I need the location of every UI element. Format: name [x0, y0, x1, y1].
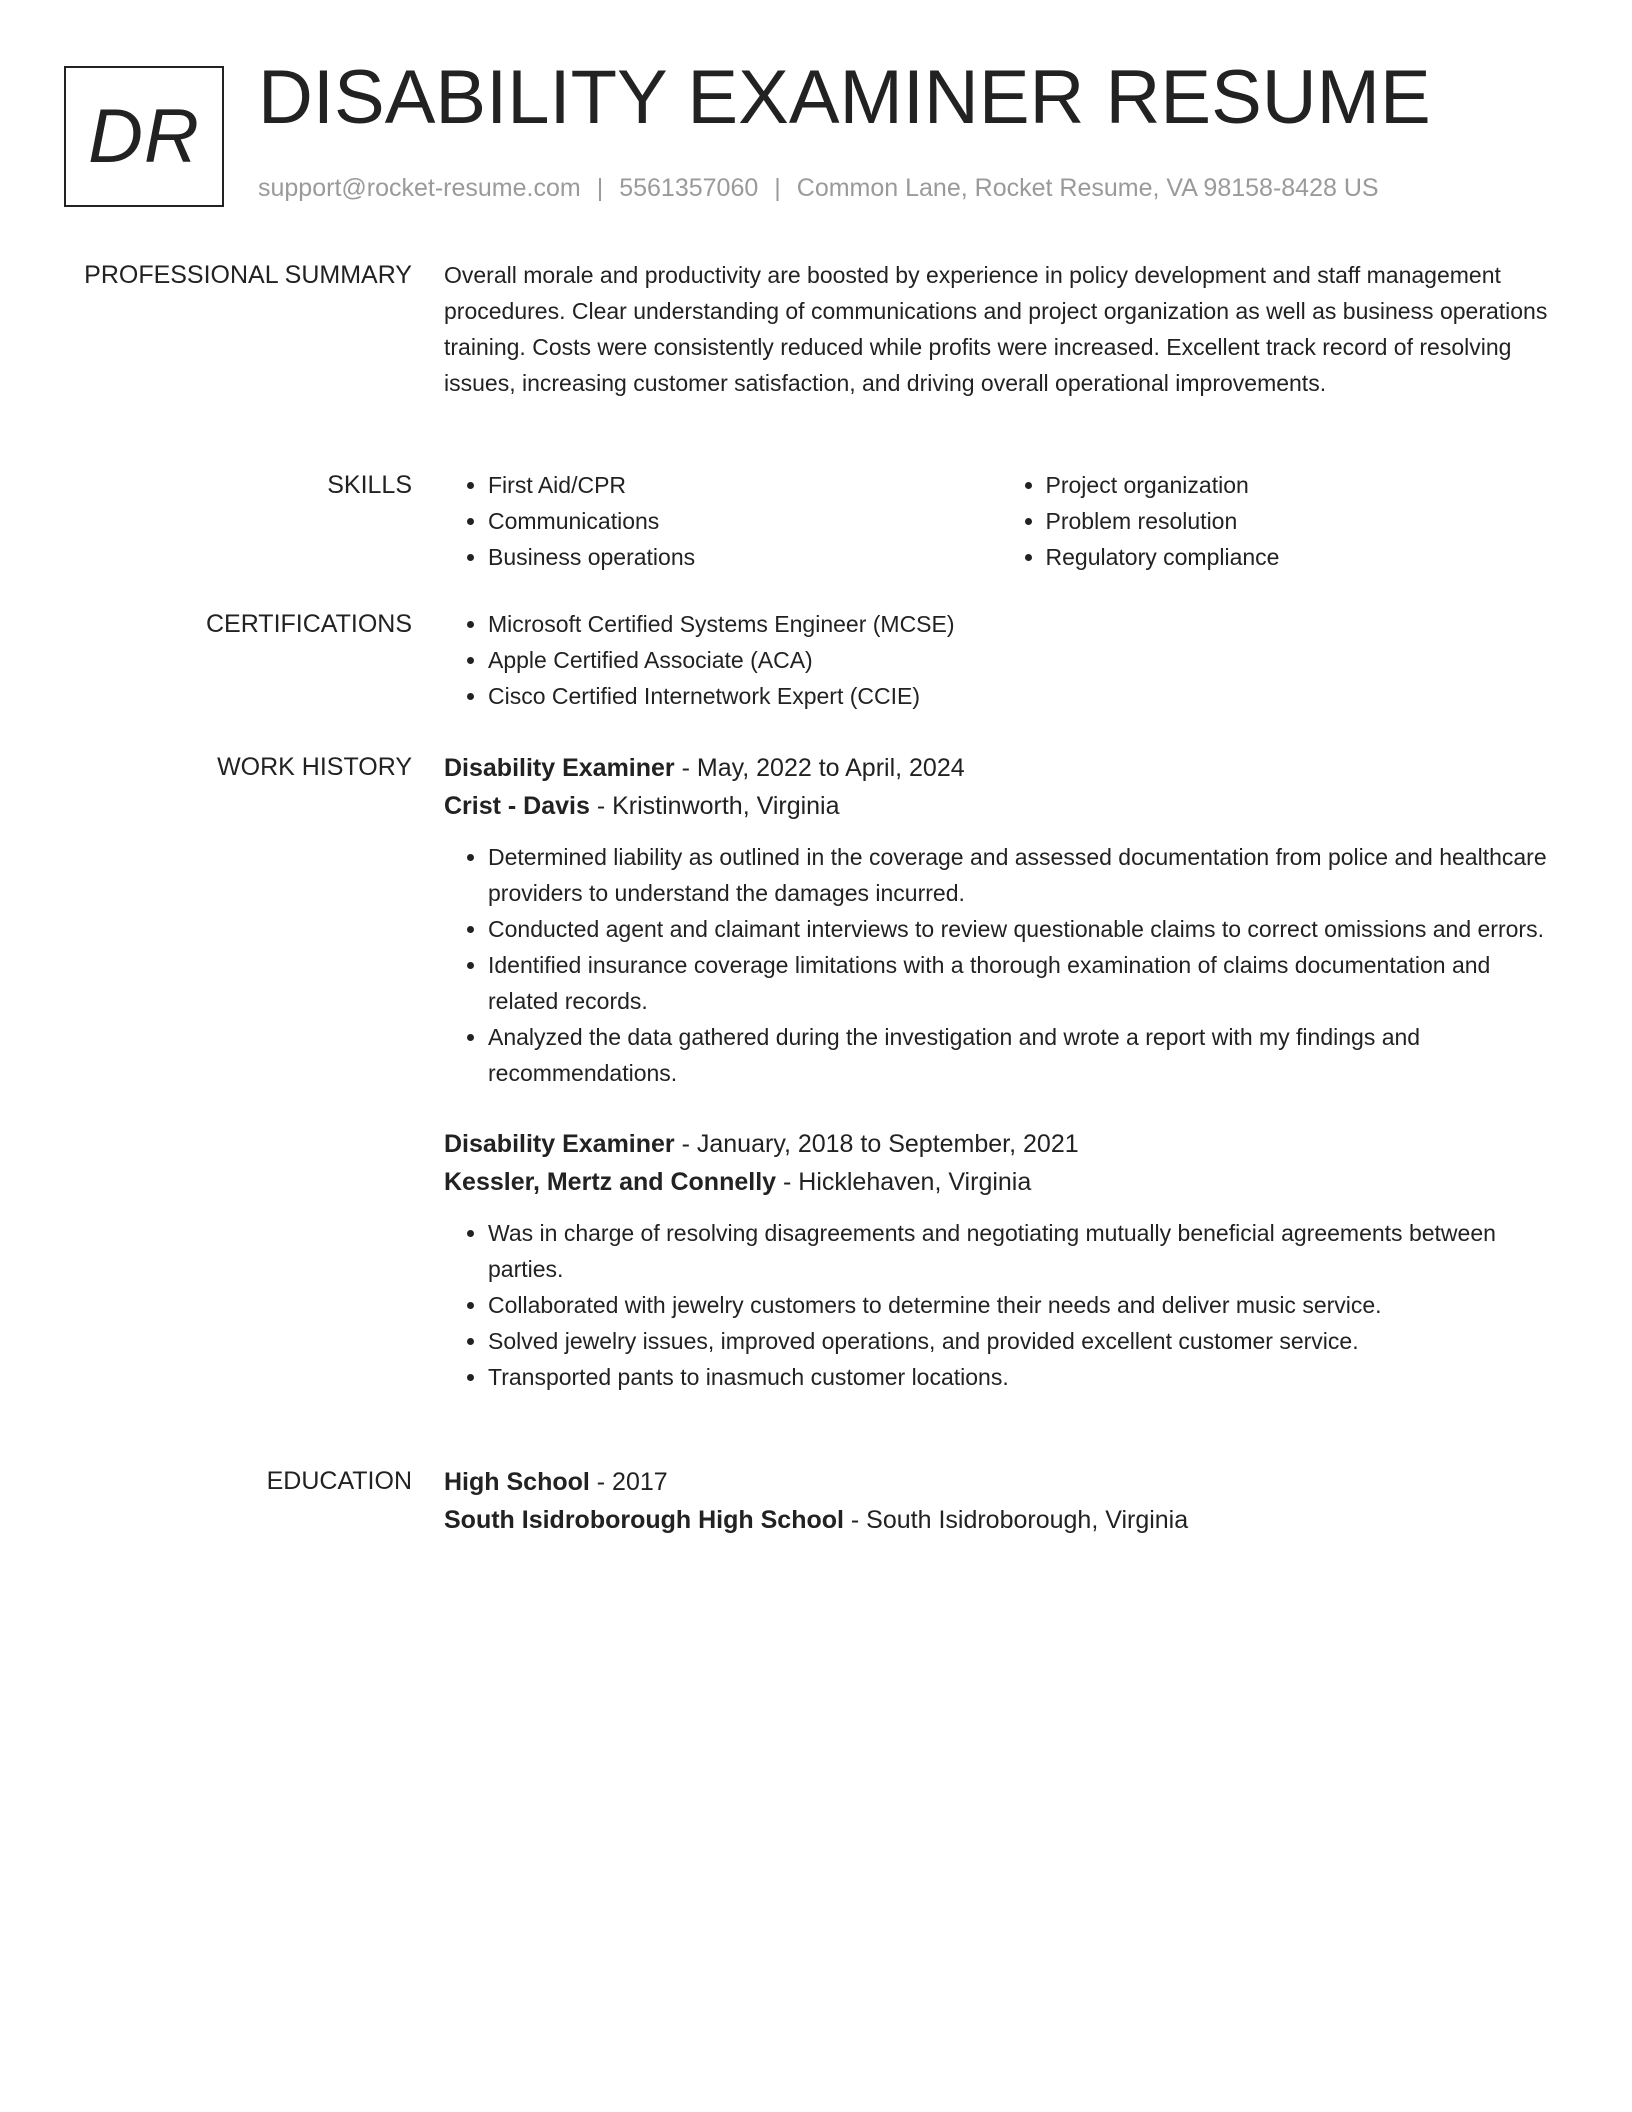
summary-body	[444, 257, 1559, 401]
certification-item: • Apple Certified Associate (ACA)	[488, 642, 1559, 678]
education-school-line	[444, 1501, 1559, 1539]
job-bullet: • Analyzed the data gathered during the investigation and wrote a report with my findings and recommendations.	[488, 1019, 1559, 1091]
section-label-skills: SKILLS	[327, 471, 412, 499]
certifications-body	[444, 606, 1559, 714]
education-degree-line	[444, 1463, 1559, 1501]
summary-text: Overall morale and productivity are boosted by experience in policy development and staff management procedures. Clear understanding of communications and project organization as well as business operations training. Costs were consistently reduced while profits were increased. Excellent track record of resolving issues, increasing customer satisfaction, and driving overall operational improvements.	[444, 262, 1548, 396]
monogram-box	[64, 66, 224, 207]
job-bullet: • Collaborated with jewelry customers to determine their needs and deliver music service.	[488, 1287, 1559, 1323]
certification-item: • Microsoft Certified Systems Engineer (MCSE)	[488, 606, 1559, 642]
job-bullets	[444, 839, 1559, 1091]
job-bullet: • Conducted agent and claimant interviews to review questionable claims to correct omissions and errors.	[488, 911, 1559, 947]
job-title: Disability Examiner	[444, 1130, 675, 1158]
monogram-initials: DR	[88, 94, 200, 179]
skills-list-right	[1002, 467, 1560, 575]
job-bullet: • Determined liability as outlined in the coverage and assessed documentation from police and healthcare providers to understand the damages incurred.	[488, 839, 1559, 911]
skill-item: • Business operations	[488, 539, 1002, 575]
job-title-line	[444, 749, 1559, 787]
certification-item: • Cisco Certified Internetwork Expert (CCIE)	[488, 678, 1559, 714]
job-entry	[444, 1125, 1559, 1395]
job-bullet: • Identified insurance coverage limitations with a thorough examination of claims documentation and related records.	[488, 947, 1559, 1019]
certifications-list	[444, 606, 1559, 714]
education-year: - 2017	[589, 1468, 668, 1496]
job-title-line	[444, 1125, 1559, 1163]
skill-item: • First Aid/CPR	[488, 467, 1002, 503]
education-body	[444, 1463, 1559, 1539]
contact-line	[258, 174, 1379, 203]
skill-item: • Problem resolution	[1046, 503, 1560, 539]
skills-list-left	[444, 467, 1002, 575]
job-company-line	[444, 1163, 1559, 1201]
education-location: - South Isidroborough, Virginia	[843, 1506, 1189, 1534]
job-title: Disability Examiner	[444, 754, 675, 782]
contact-separator: |	[596, 174, 604, 202]
contact-address: Common Lane, Rocket Resume, VA 98158-8428 US	[796, 174, 1379, 202]
job-company-line	[444, 787, 1559, 825]
job-dates: - May, 2022 to April, 2024	[674, 754, 965, 782]
education-school: South Isidroborough High School	[444, 1506, 844, 1534]
job-bullet: • Transported pants to inasmuch customer locations.	[488, 1359, 1559, 1395]
job-dates: - January, 2018 to September, 2021	[674, 1130, 1079, 1158]
education-degree: High School	[444, 1468, 590, 1496]
section-label-certifications: CERTIFICATIONS	[205, 610, 412, 638]
job-company: Kessler, Mertz and Connelly	[444, 1168, 777, 1196]
resume-title: DISABILITY EXAMINER RESUME	[258, 55, 1431, 140]
skill-item: • Communications	[488, 503, 1002, 539]
section-label-work-history: WORK HISTORY	[217, 753, 412, 781]
skill-item: • Project organization	[1046, 467, 1560, 503]
job-location: - Hicklehaven, Virginia	[776, 1168, 1032, 1196]
contact-separator: |	[774, 174, 781, 202]
job-bullet: • Solved jewelry issues, improved operations, and provided excellent customer service.	[488, 1323, 1559, 1359]
job-company: Crist - Davis	[444, 792, 590, 820]
job-entry	[444, 749, 1559, 1091]
job-bullet: • Was in charge of resolving disagreements and negotiating mutually beneficial agreements between parties.	[488, 1215, 1559, 1287]
section-label-summary: PROFESSIONAL SUMMARY	[84, 261, 412, 289]
skills-grid	[444, 467, 1559, 575]
contact-email[interactable]: support@rocket-resume.com	[258, 174, 581, 202]
job-bullets	[444, 1215, 1559, 1395]
section-label-education: EDUCATION	[266, 1467, 412, 1495]
contact-phone[interactable]: 5561357060	[619, 174, 759, 202]
skill-item: • Regulatory compliance	[1046, 539, 1560, 575]
job-location: - Kristinworth, Virginia	[589, 792, 840, 820]
work-history-body	[444, 749, 1559, 1429]
